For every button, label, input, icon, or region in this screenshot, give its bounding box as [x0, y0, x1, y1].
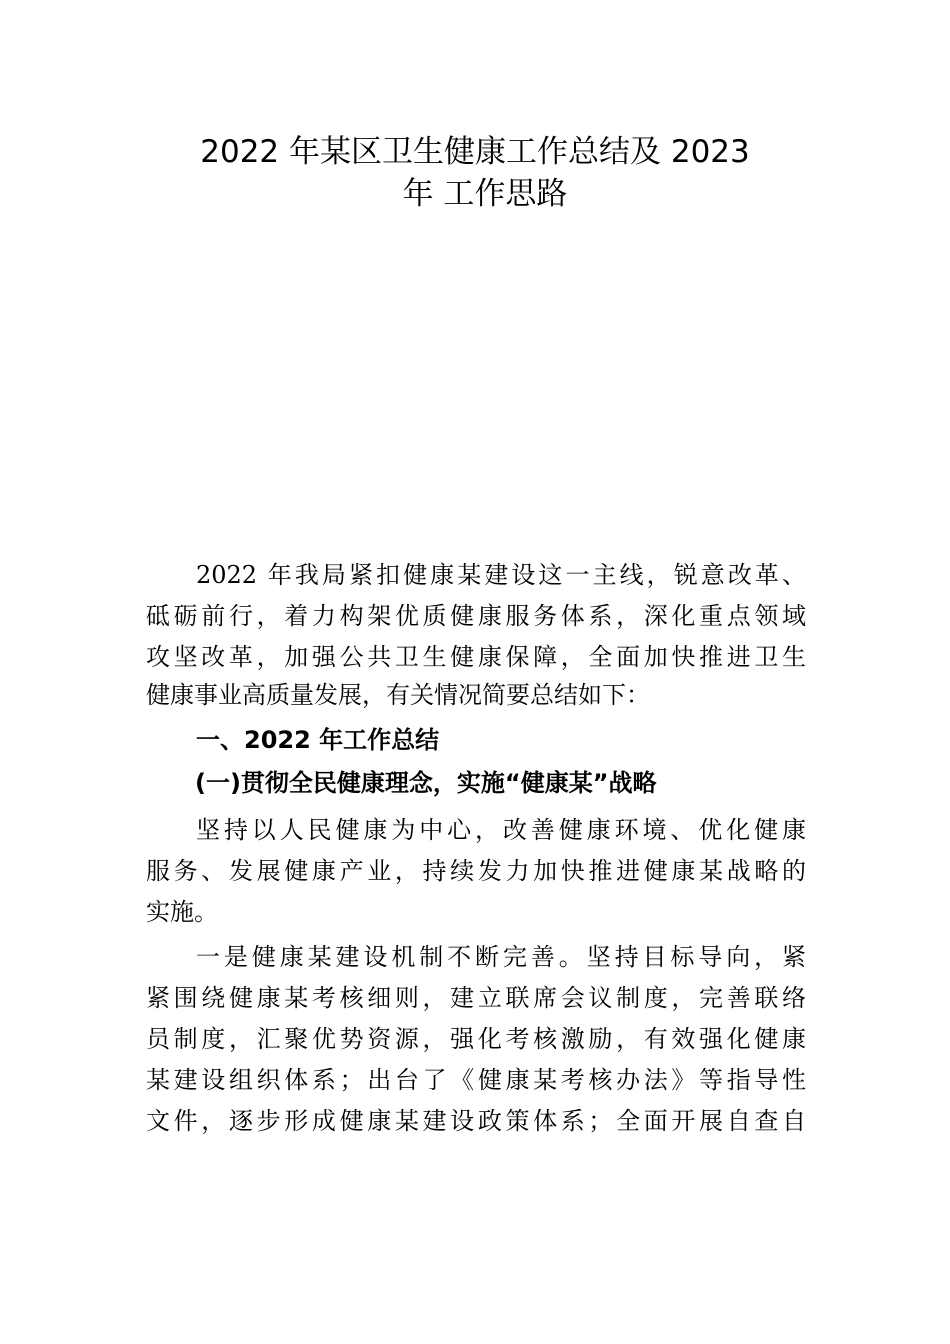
intro-paragraph-line: 攻坚改革，加强公共卫生健康保障，全面加快推进卫生 [146, 643, 806, 671]
section-heading: 一、2022 年工作总结 [196, 726, 440, 754]
subsection-heading: (一)贯彻全民健康理念，实施“健康某”战略 [195, 769, 657, 797]
body-paragraph-line: 紧围绕健康某考核细则，建立联席会议制度，完善联络 [146, 984, 806, 1012]
body-paragraph-line: 某建设组织体系；出台了《健康某考核办法》等指导性 [146, 1066, 806, 1094]
document-title-line-1: 2022 年某区卫生健康工作总结及 2023 [200, 134, 750, 170]
body-paragraph-line: 坚持以人民健康为中心，改善健康环境、优化健康 [196, 816, 806, 844]
body-paragraph-line: 员制度，汇聚优势资源，强化考核激励，有效强化健康 [146, 1025, 806, 1053]
body-paragraph-line: 一是健康某建设机制不断完善。坚持目标导向，紧 [196, 943, 806, 971]
intro-paragraph-line: 健康事业高质量发展，有关情况简要总结如下： [146, 681, 650, 709]
intro-paragraph-line: 砥砺前行，着力构架优质健康服务体系，深化重点领域 [146, 602, 806, 630]
body-paragraph-line: 实施。 [146, 898, 218, 926]
document-title-line-2: 年 工作思路 [402, 176, 568, 212]
intro-paragraph-line: 2022 年我局紧扣健康某建设这一主线，锐意改革、 [196, 561, 806, 589]
body-paragraph-line: 服务、发展健康产业，持续发力加快推进健康某战略的 [146, 857, 806, 885]
body-paragraph-line: 文件，逐步形成健康某建设政策体系；全面开展自查自 [146, 1107, 806, 1135]
